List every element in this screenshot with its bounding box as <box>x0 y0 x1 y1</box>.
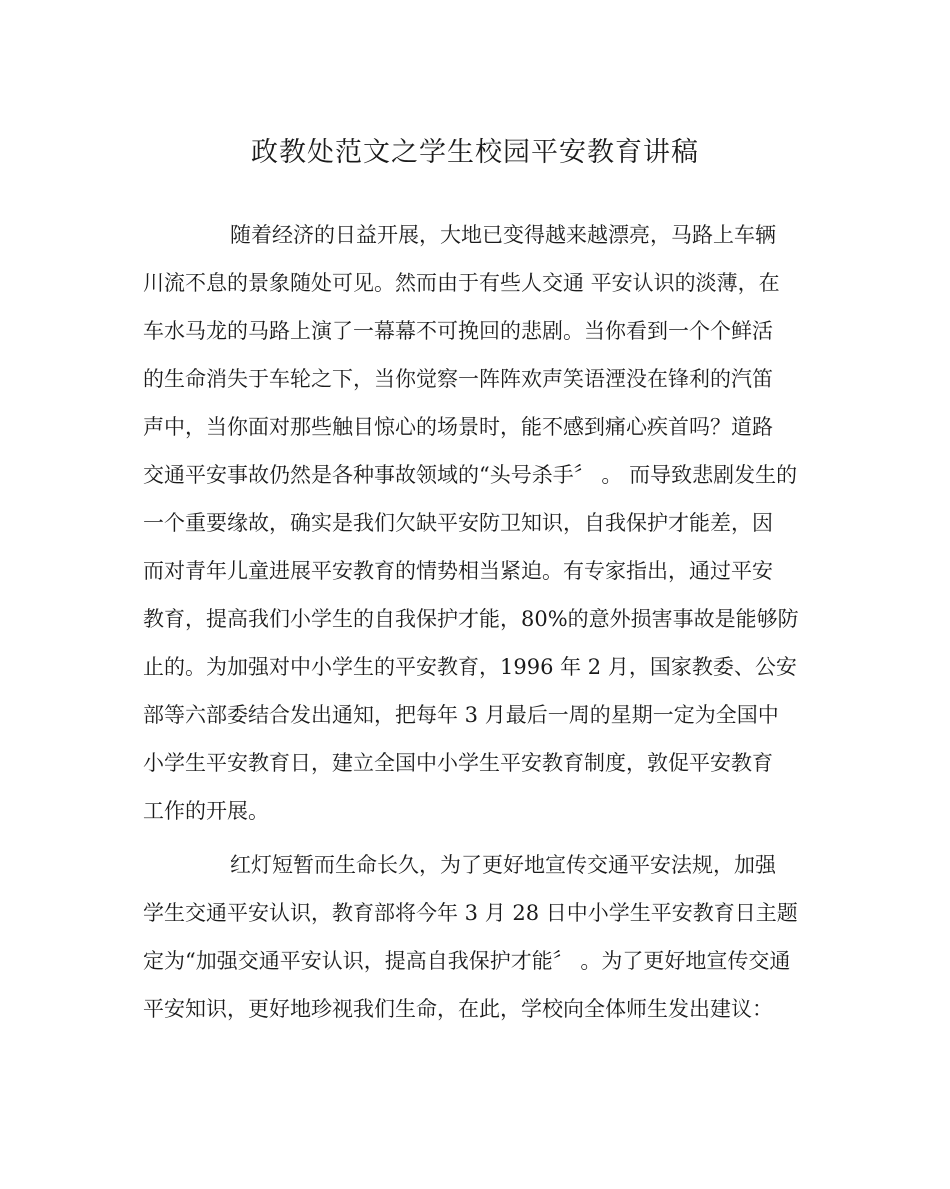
paragraph-line: 止的。为加强对中小学生的平安教育，1996 年 2 月，国家教委、公安 <box>143 655 797 679</box>
paragraph-line: 一个重要缘故，确实是我们欠缺平安防卫知识，自我保护才能差，因 <box>143 511 773 535</box>
paragraph-line: 部等六部委结合发出通知，把每年 3 月最后一周的星期一定为全国中 <box>143 703 779 727</box>
paragraph-line: 的生命消失于车轮之下，当你觉察一阵阵欢声笑语湮没在锋利的汽笛 <box>143 367 773 391</box>
paragraph-line: 车水马龙的马路上演了一幕幕不可挽回的悲剧。当你看到一个个鲜活 <box>143 319 773 343</box>
paragraph-line: 川流不息的景象随处可见。然而由于有些人交通 平安认识的淡薄，在 <box>143 271 780 295</box>
paragraph-line: 平安知识，更好地珍视我们生命，在此，学校向全体师生发出建议： <box>143 997 773 1021</box>
paragraph-line: 小学生平安教育日，建立全国中小学生平安教育制度，敦促平安教育 <box>143 751 773 775</box>
paragraph-line: 教育，提高我们小学生的自我保护才能，80%的意外损害事故是能够防 <box>143 607 799 631</box>
paragraph-line: 定为“加强交通平安认识，提高自我保护才能〞 。为了更好地宣传交通 <box>143 949 791 973</box>
paragraph-line: 而对青年儿童进展平安教育的情势相当紧迫。有专家指出，通过平安 <box>143 559 773 583</box>
paragraph-line: 交通平安事故仍然是各种事故领域的“头号杀手〞 。 而导致悲剧发生的 <box>143 463 798 487</box>
document-title: 政教处范文之学生校园平安教育讲稿 <box>251 137 699 168</box>
paragraph-line: 学生交通平安认识，教育部将今年 3 月 28 日中小学生平安教育日主题 <box>143 901 798 925</box>
paragraph-line: 红灯短暂而生命长久，为了更好地宣传交通平安法规，加强 <box>230 853 776 877</box>
paragraph-line: 随着经济的日益开展，大地已变得越来越漂亮，马路上车辆 <box>230 223 776 247</box>
paragraph-line: 声中，当你面对那些触目惊心的场景时，能不感到痛心疾首吗？道路 <box>143 415 773 439</box>
paragraph-line: 工作的开展。 <box>143 799 269 823</box>
